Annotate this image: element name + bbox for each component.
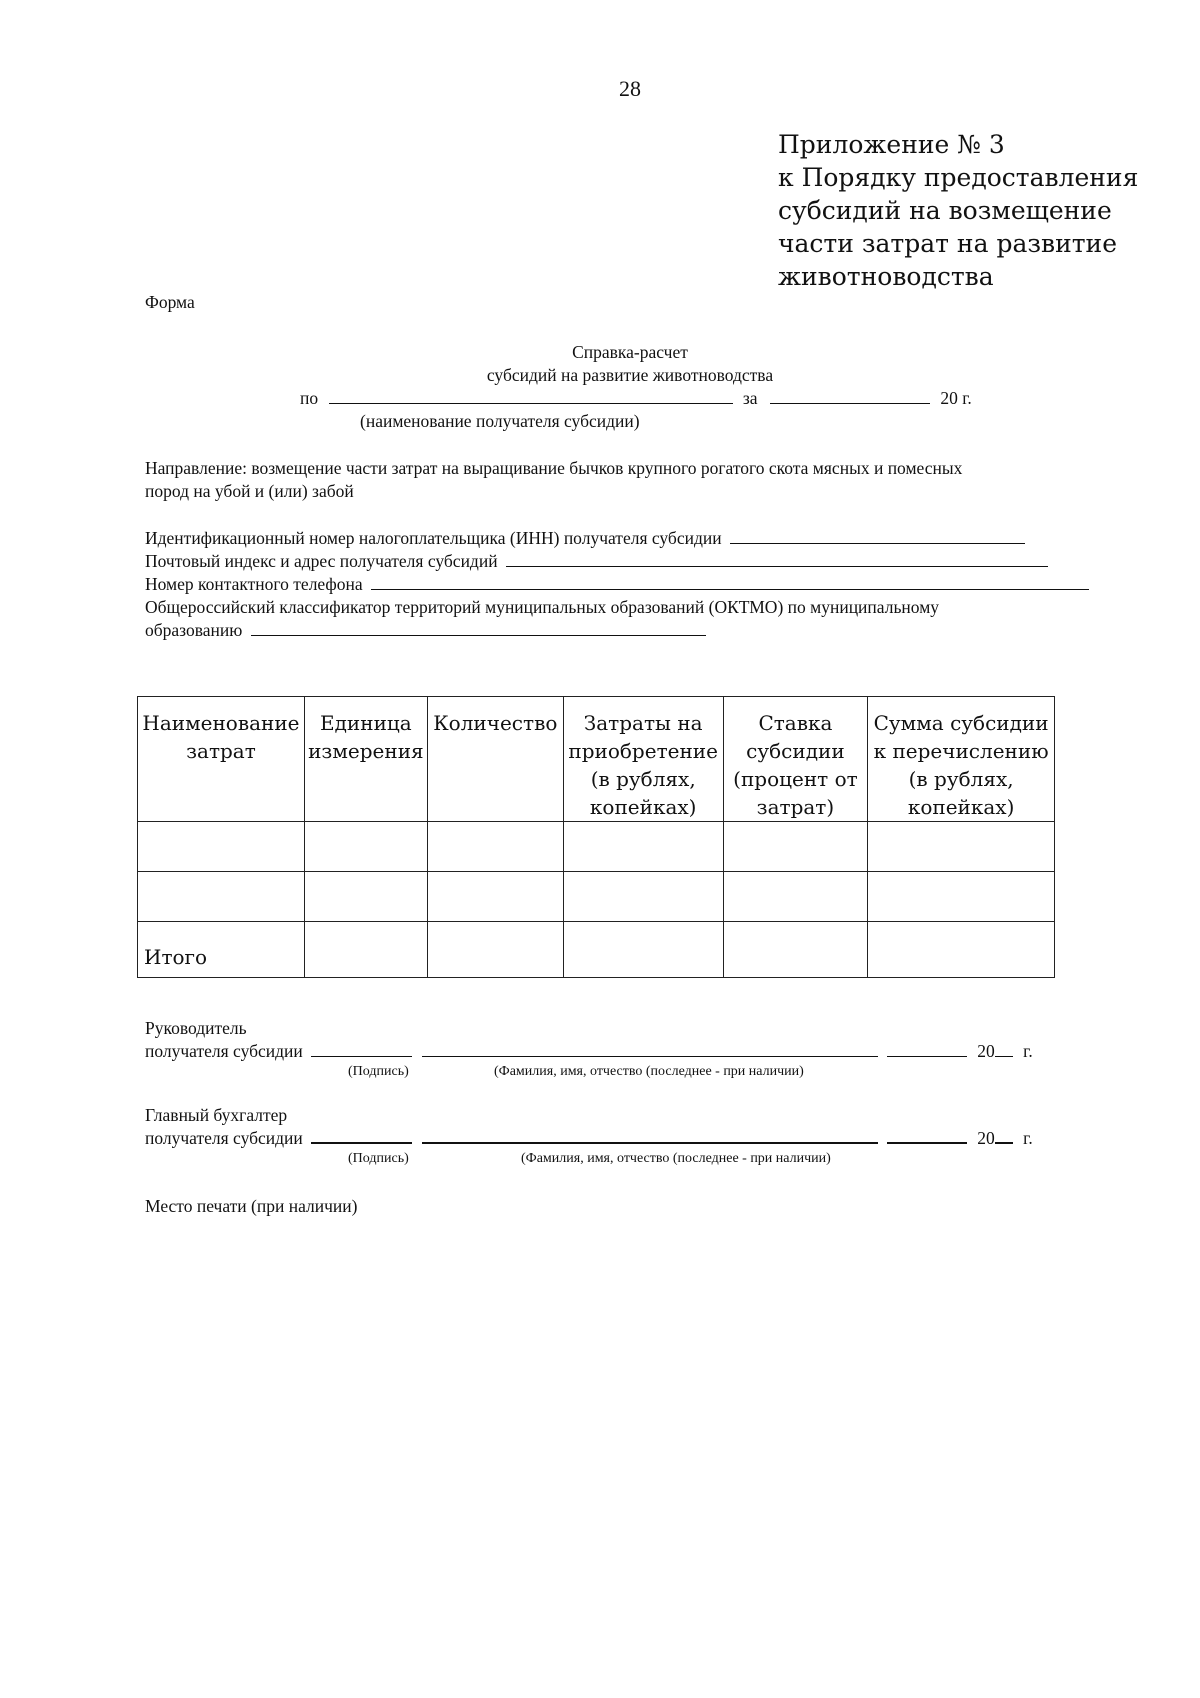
- appendix-line: к Порядку предоставления: [778, 163, 1139, 192]
- table-row: [138, 872, 1055, 922]
- column-header-subsidy-rate: Ставка субсидии (процент от затрат): [723, 697, 868, 822]
- head-year-field[interactable]: [995, 1056, 1013, 1057]
- phone-field[interactable]: [371, 589, 1089, 590]
- table-row: [138, 822, 1055, 872]
- table-cell[interactable]: [723, 922, 868, 978]
- address-row: [145, 551, 1048, 572]
- recipient-line: [300, 388, 972, 409]
- table-cell[interactable]: [868, 822, 1055, 872]
- phone-row: [145, 574, 1089, 595]
- head-year-suffix: г.: [1023, 1041, 1033, 1061]
- accountant-year-suffix: г.: [1023, 1128, 1033, 1148]
- column-header-cost-name: Наименование затрат: [138, 697, 305, 822]
- head-signature-caption: (Подпись): [348, 1064, 409, 1079]
- table-cell[interactable]: [723, 822, 868, 872]
- address-label: Почтовый индекс и адрес получателя субсидий: [145, 551, 498, 571]
- head-name-caption: (Фамилия, имя, отчество (последнее - при наличии): [494, 1064, 804, 1079]
- document-subtitle: субсидий на развитие животноводства: [486, 365, 774, 385]
- table-cell[interactable]: [138, 822, 305, 872]
- accountant-name-caption: (Фамилия, имя, отчество (последнее - при наличии): [521, 1151, 831, 1166]
- accountant-name-field[interactable]: [422, 1142, 878, 1144]
- total-label: Итого: [138, 922, 305, 978]
- phone-label: Номер контактного телефона: [145, 574, 363, 594]
- accountant-year-field[interactable]: [995, 1142, 1013, 1144]
- direction-text-line2: пород на убой и (или) забой: [145, 481, 354, 501]
- accountant-year-prefix: 20: [977, 1128, 995, 1148]
- table-header-row: [138, 697, 1055, 822]
- inn-row: [145, 528, 1025, 549]
- head-signature-row: [145, 1041, 1033, 1062]
- table-cell[interactable]: [868, 872, 1055, 922]
- oktmo-label-line2: образованию: [145, 620, 243, 640]
- po-label: по: [300, 388, 319, 408]
- inn-label: Идентификационный номер налогоплательщика (ИНН) получателя субсидии: [145, 528, 722, 548]
- head-name-field[interactable]: [422, 1056, 878, 1057]
- accountant-signature-field[interactable]: [311, 1142, 412, 1144]
- table-cell[interactable]: [427, 872, 563, 922]
- accountant-label-line2: получателя субсидии: [145, 1128, 303, 1148]
- table-cell[interactable]: [304, 822, 427, 872]
- head-label-line2: получателя субсидии: [145, 1041, 303, 1061]
- column-header-unit: Единица измерения: [304, 697, 427, 822]
- table-cell[interactable]: [868, 922, 1055, 978]
- accountant-signature-row: [145, 1128, 1033, 1149]
- document-title: Справка-расчет: [572, 342, 688, 362]
- oktmo-label-line1: Общероссийский классификатор территорий муниципальных образований (ОКТМО) по муниципальному: [145, 597, 940, 617]
- accountant-label-line1: Главный бухгалтер: [145, 1105, 288, 1125]
- head-year-prefix: 20: [977, 1041, 995, 1061]
- direction-text-line1: Направление: возмещение части затрат на выращивание бычков крупного рогатого скота мясных и помесных: [145, 458, 963, 478]
- head-signature-field[interactable]: [311, 1056, 412, 1057]
- head-label-line1: Руководитель: [145, 1018, 247, 1038]
- table-cell[interactable]: [427, 822, 563, 872]
- column-header-acquisition-costs: Затраты на приобретение (в рублях, копейках): [563, 697, 723, 822]
- oktmo-field[interactable]: [251, 635, 706, 636]
- table-cell[interactable]: [723, 872, 868, 922]
- table-cell[interactable]: [563, 922, 723, 978]
- za-label: за: [742, 388, 758, 408]
- table-cell[interactable]: [304, 872, 427, 922]
- oktmo-row: [145, 620, 706, 641]
- accountant-signature-caption: (Подпись): [348, 1151, 409, 1166]
- table-cell[interactable]: [304, 922, 427, 978]
- appendix-line: животноводства: [778, 262, 994, 291]
- appendix-heading: [778, 128, 1138, 293]
- column-header-quantity: Количество: [427, 697, 563, 822]
- recipient-caption: (наименование получателя субсидии): [360, 411, 640, 431]
- inn-field[interactable]: [730, 543, 1025, 544]
- address-field[interactable]: [506, 566, 1048, 567]
- table-cell[interactable]: [563, 822, 723, 872]
- table-cell[interactable]: [427, 922, 563, 978]
- appendix-line: Приложение № 3: [778, 130, 1005, 159]
- accountant-date-field[interactable]: [887, 1142, 967, 1144]
- period-field[interactable]: [770, 403, 930, 404]
- table-total-row: [138, 922, 1055, 978]
- table-cell[interactable]: [563, 872, 723, 922]
- subsidy-calculation-table: [137, 696, 1055, 978]
- form-label: Форма: [145, 292, 195, 312]
- year-label: 20 г.: [940, 388, 972, 408]
- head-date-field[interactable]: [887, 1056, 967, 1057]
- table-cell[interactable]: [138, 872, 305, 922]
- page-number: 28: [619, 76, 641, 101]
- stamp-label: Место печати (при наличии): [145, 1196, 358, 1216]
- column-header-subsidy-amount: Сумма субсидии к перечислению (в рублях, копейках): [868, 697, 1055, 822]
- appendix-line: части затрат на развитие: [778, 229, 1118, 258]
- appendix-line: субсидий на возмещение: [778, 196, 1112, 225]
- recipient-name-field[interactable]: [329, 403, 733, 404]
